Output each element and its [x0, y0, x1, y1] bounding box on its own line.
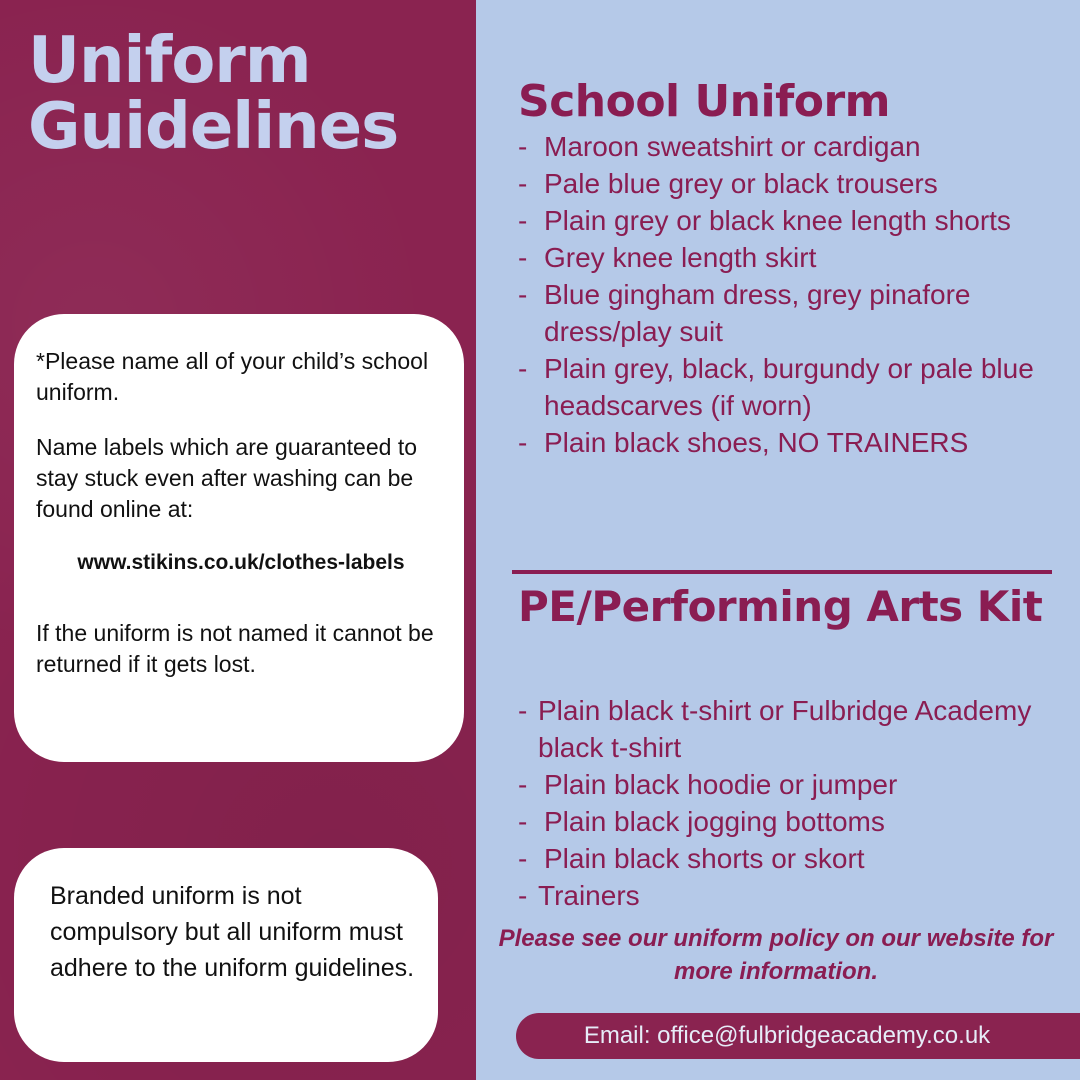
list-item-text: Blue gingham dress, grey pinafore dress/play suit: [544, 279, 971, 347]
lost-uniform-warning: If the uniform is not named it cannot be returned if it gets lost.: [36, 620, 434, 677]
branded-uniform-card: [14, 848, 438, 1062]
list-item: - Blue gingham dress, grey pinafore dress/play suit: [518, 279, 971, 347]
school-uniform-title: School Uniform: [518, 76, 891, 127]
list-item-text: Trainers: [538, 880, 640, 911]
page-title-line-2: Guidelines: [28, 90, 399, 164]
list-item: - Plain grey or black knee length shorts: [518, 205, 1011, 236]
list-item: - Plain grey, black, burgundy or pale blue headscarves (if worn): [518, 353, 1034, 421]
section-divider: [512, 570, 1052, 574]
list-item: - Grey knee length skirt: [518, 242, 817, 273]
list-item: - Plain black shorts or skort: [518, 843, 865, 874]
naming-info-card: [14, 314, 464, 762]
list-item-text: Plain black hoodie or jumper: [544, 769, 898, 800]
list-item-text: Plain black shoes, NO TRAINERS: [544, 427, 969, 458]
policy-note: Please see our uniform policy on our website for more information.: [498, 925, 1054, 985]
list-item-text: Pale blue grey or black trousers: [544, 168, 938, 199]
list-item-text: Grey knee length skirt: [544, 242, 817, 273]
list-item-text: Plain black shorts or skort: [544, 843, 865, 874]
list-item-text: Plain grey or black knee length shorts: [544, 205, 1011, 236]
page-title-line-1: Uniform: [28, 24, 311, 98]
list-item: - Pale blue grey or black trousers: [518, 168, 938, 199]
page-title: [28, 24, 399, 164]
list-item: - Trainers: [518, 880, 640, 911]
list-item-text: Plain black t-shirt or Fulbridge Academy black t-shirt: [538, 695, 1032, 763]
labels-url[interactable]: www.stikins.co.uk/clothes-labels: [77, 551, 405, 574]
list-item-text: Plain grey, black, burgundy or pale blue headscarves (if worn): [544, 353, 1034, 421]
branded-uniform-text: Branded uniform is not compulsory but all uniform must adhere to the uniform guidelines.: [50, 882, 415, 982]
list-item: - Maroon sweatshirt or cardigan: [518, 131, 921, 162]
list-item: - Plain black hoodie or jumper: [518, 769, 898, 800]
school-uniform-list: [518, 128, 1058, 461]
list-item-text: Plain black jogging bottoms: [544, 806, 885, 837]
labels-info: Name labels which are guaranteed to stay stuck even after washing can be found online at:: [36, 434, 418, 522]
email-bar[interactable]: Email: office@fulbridgeacademy.co.uk: [516, 1013, 1080, 1059]
list-item: - Plain black jogging bottoms: [518, 806, 885, 837]
list-item: - Plain black t-shirt or Fulbridge Academy black t-shirt: [518, 695, 1032, 763]
pe-kit-title: PE/Performing Arts Kit: [518, 582, 1043, 631]
naming-instruction: *Please name all of your child’s school uniform.: [36, 348, 429, 405]
list-item: - Plain black shoes, NO TRAINERS: [518, 427, 969, 458]
pe-kit-list: [518, 692, 1058, 914]
list-item-text: Maroon sweatshirt or cardigan: [544, 131, 921, 162]
